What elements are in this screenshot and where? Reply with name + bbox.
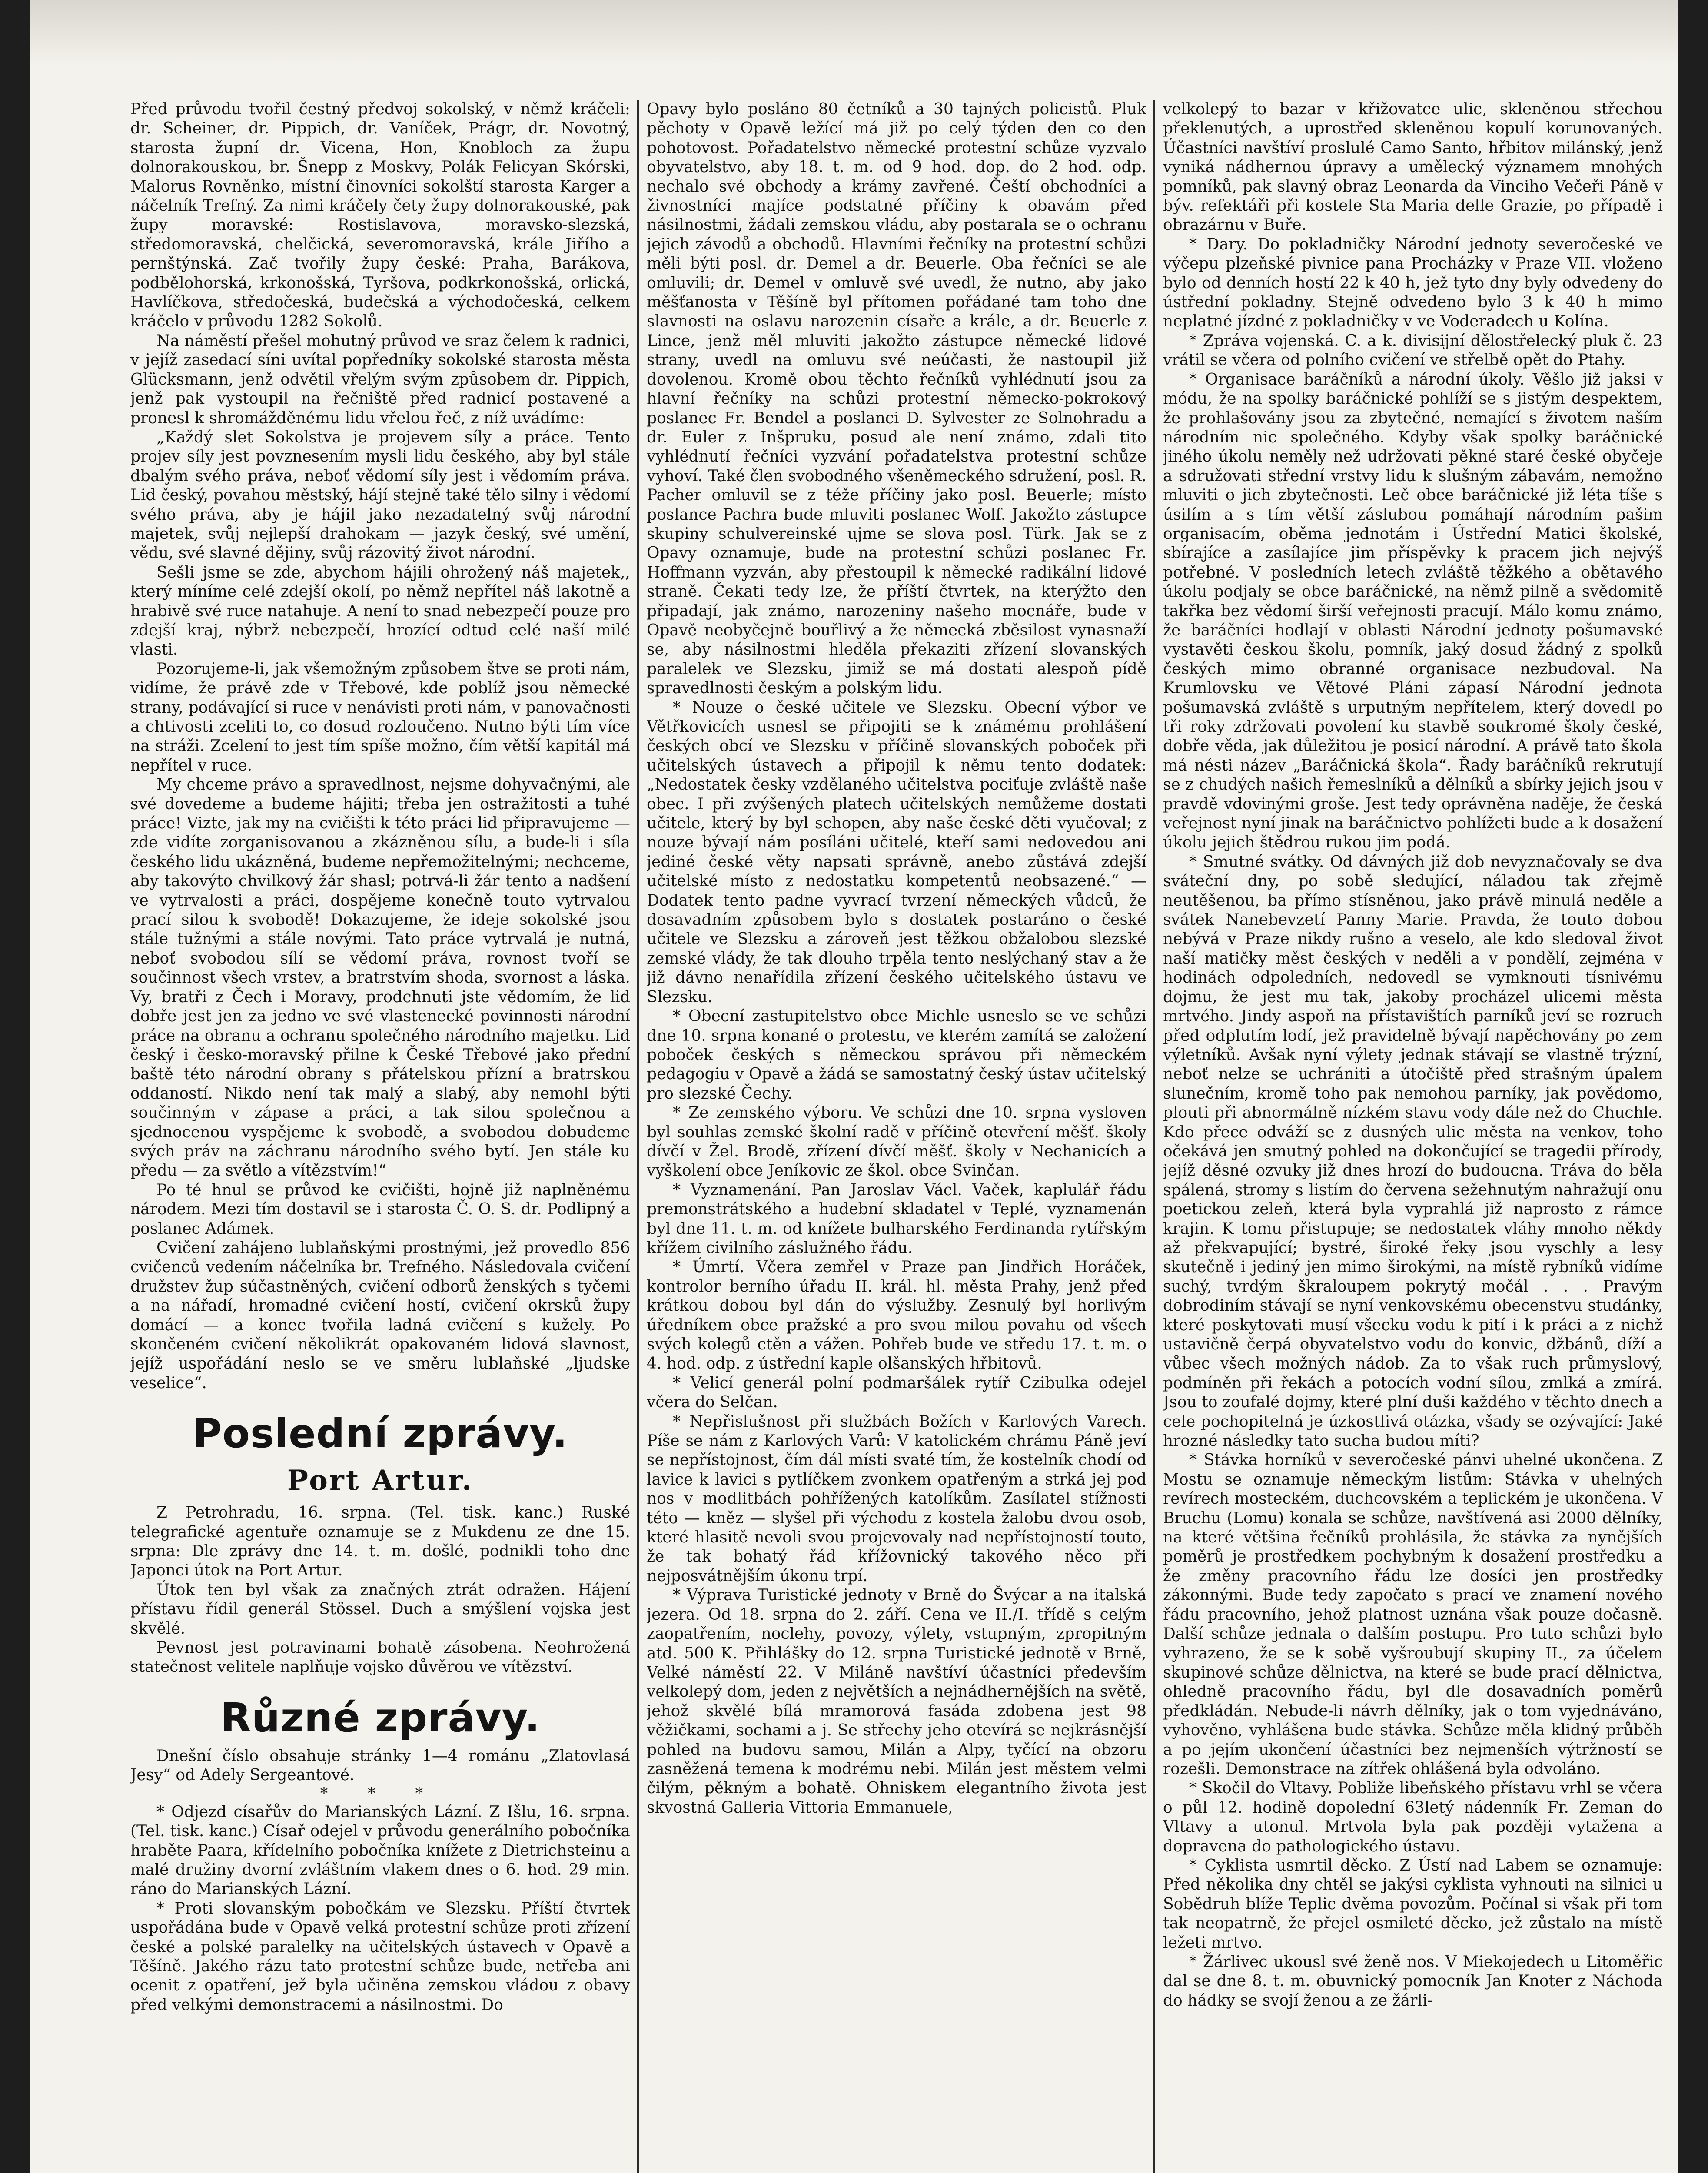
news-item: * Žárlivec ukousl své ženě nos. V Miekojedech u Litoměřic dal se dne 8. t. m. obuvnický pomocník Jan Knoter z Náchoda do hádky se svojí ženou a ze žárli- <box>1163 1953 1663 2010</box>
article-paragraph: Po té hnul se průvod ke cvičišti, hojně již naplněnému národem. Mezi tím dostavil se i starosta Č. O. S. dr. Podlipný a poslanec Adámek. <box>130 1181 630 1238</box>
news-item: * Obecní zastupitelstvo obce Michle usneslo se ve schůzi dne 10. srpna konané o protestu, ve kterém zamítá se založení poboček českých s německou správou při německém pedagogiu v Opavě a žádá se samostatný český ústav učitelský pro slezské Čechy. <box>647 1007 1146 1103</box>
news-item: velkolepý to bazar v křižovatce ulic, skleněnou střechou překlenutých, a uprostřed skleněnou kopulí korunovaných. Účastníci navštíví proslulé Camo Santo, hřbitov milánský, jenž vyniká nádhernou úpravy a umělecký významem mnohých pomníků, pak slavný obraz Leonarda da Vinciho Večeři Páně v býv. refektáři při kostele Sta Maria delle Grazie, po případě i obrazárnu v Buře. <box>1163 100 1663 234</box>
news-item: * Velicí generál polní podmaršálek rytíř Czibulka odejel včera do Selčan. <box>647 1374 1146 1412</box>
news-paragraph: Pevnost jest potravinami bohatě zásobena. Neohrožená statečnost velitele naplňuje vojsko důvěrou ve vítězství. <box>130 1639 630 1676</box>
column-3 <box>1163 100 1663 2173</box>
news-item: * Smutné svátky. Od dávných již dob nevyznačovaly se dva sváteční dny, po sobě sledující, náladou tak zřejmě neutěšenou, ba přímo stísněnou, jako právě minulá neděle a svátek Nanebevzetí Panny Marie. Pravda, že touto dobou nebývá v Praze nikdy rušno a veselo, ale kdo sledoval život naší matičky měst českých v neděli a v pondělí, zejména v hodinách odpoledních, nedovedl se vymknouti tísnivému dojmu, že jest mu tak, jakoby procházel ulicemi města mrtvého. Jindy aspoň na přístavištích parníků jeví se rozruch před odplutím lodí, jež pravidelně bývají napěchovány po zem výletníků. Avšak nyní výlety jednak stávají se vlastně trýzní, neboť nelze se uchrániti a útočiště před strašným úpalem slunečním, kromě toho pak nemohou parníky, jak povědomo, plouti při abnormálně nízkém stavu vody dále než do Chuchle. Kdo přece odváží se z dusných ulic města na venkov, toho očekává jen smutný pohled na dokončující se tragedii přírody, jejíž děsné ozvuky již dnes hrozí do budoucna. Tráva do běla spálená, stromy s listím do červena sežehnutým nahražují onu poetickou zeleň, která byla vyprahlá již naprosto z rámce krajin. K tomu přistupuje; se nedostatek vláhy mnoho někdy až překvapující; bystré, široké řeky jsou vyschly a lesy skutečně i jediný jen mimo širokými, na místě rybníků vidíme suchý, tvrdým škraloupem pokrytý močál . . . Pravým dobrodiním stávají se nyní venkovskému obecenstvu studánky, které poskytovati musí všecku vodu k pití i k práci a z nichž ustavičně čerpá obyvatelstvo vodu do konvic, džbánů, díží a vůbec všech možných nádob. Za to však ruch průmyslový, podmíněn při řekách a potocích vodní sílou, zmlká a zmírá. Jsou to zoufalé dojmy, které plní duši každého v těchto dnech a cele pochopitelná je úzkostlivá otázka, všady se ozývající: Jaké hrozné následky tato sucha budou míti? <box>1163 853 1663 1450</box>
news-item: * Cyklista usmrtil děcko. Z Ústí nad Labem se oznamuje: Před několika dny chtěl se jakýsi cyklista vyhnouti na silnici u Sobědruh blíže Teplic dvěma povozům. Počínal si však při tom tak neopatrně, že přejel osmileté děcko, jež zůstalo na místě ležeti mrtvo. <box>1163 1856 1663 1952</box>
news-item: * Organisace baráčníků a národní úkoly. Věšlo již jaksi v módu, že na spolky baráčnické pohlíží se s jistým despektem, že prohlašovány jsou za zbytečné, nemající s životem naším národním nic společného. Kdyby však spolky baráčnické jiného úkolu neměly než udržovati pěkné staré české obyčeje a sdružovati střední vrstvy lidu k slušným zábavám, nemožno mluviti o jich zbytečnosti. Leč obce baráčnické již léta tíše s úsilím a s tím větší záslubou pomáhají národním pašim organisacím, oběma jednotám i Ústřední Matici školské, sbírajíce a zasílajíce jim příspěvky k pracem jich nejvýš potřebné. V posledních letech zvláště těžkého a obětavého úkolu podjaly se obce baráčnické, na němž pilně a svědomitě takřka bez vědomí širší veřejnosti pracují. Málo komu známo, že baráčníci hodlají v oblasti Národní jednoty pošumavské vystavěti českou školu, pomník, jaký dosud žádný z spolků českých mimo obranné organisace nezbudoval. Na Krumlovsku ve Větové Pláni zápasí Národní jednota pošumavská zvláště s urputným nepřítelem, který dovedl po tři roky zdržovati povolení ku stavbě soukromé školy české, dobře věda, jak důležitou je posicí národní. A právě tato škola má nésti název „Baráčnická škola“. Řady baráčníků rekrutují se z chudých našich řemeslníků a dělníků a sbírky jejich jsou v pravdě vdovinými groše. Jest tedy oprávněna naděje, že česká veřejnost nyní jinak na baráčnictvo pohlížeti bude a k dosažení úkolu jejich štědrou rukou jim podá. <box>1163 370 1663 852</box>
news-item: * Zpráva vojenská. C. a k. divisijní dělostřelecký pluk č. 23 vrátil se včera od polního cvičení ve střelbě opět do Ptahy. <box>1163 332 1663 369</box>
news-item: * Ze zemského výboru. Ve schůzi dne 10. srpna vysloven byl souhlas zemské školní radě v příčině otevření měšť. školy dívčí v Žel. Brodě, zřízení dívčí měšť. školy v Nechanicích a vyškolení obce Jeníkovic ze škol. obce Svinčan. <box>647 1104 1146 1180</box>
heading-misc-news: Různé zprávy. <box>220 1694 541 1741</box>
news-item: * Odjezd císařův do Marianských Lázní. Z Išlu, 16. srpna. (Tel. tisk. kanc.) Císař odejel v průvodu generálního pobočníka hraběte Paara, křídelního pobočníka knížete z Dietrichsteinu a malé družiny dvorní zvláštním vlakem dnes o 6. hod. 29 min. ráno do Marianských Lázní. <box>130 1803 630 1898</box>
article-paragraph: Před průvodu tvořil čestný předvoj sokolský, v němž kráčeli: dr. Scheiner, dr. Pippich, dr. Vaníček, Prágr, dr. Novotný, starosta župní dr. Vicena, Hon, Knobloch za župu dolnorakouskou, br. Šnepp z Moskvy, Polák Felicyan Skórski, Malorus Rovněnko, místní činovníci sokolští starosta Karger a náčelník Trefný. Za nimi kráčely čety župy dolnorakouské, pak župy moravské: Rostislavova, moravsko-slezská, středomoravská, chelčická, severomoravská, krále Jiřího a pernštýnská. Zač tvořily župy české: Praha, Barákova, podbělohorská, krkonošská, Tyršova, podkrkonošská, orlická, Havlíčkova, středočeská, budečská a východočeská, celkem kráčelo v průvodu 1282 Sokolů. <box>130 100 630 331</box>
heading-latest-news: Poslední zprávy. <box>193 1410 568 1457</box>
news-item: * Úmrtí. Včera zemřel v Praze pan Jindřich Horáček, kontrolor berního úřadu II. král. hl. města Prahy, jenž před krátkou dobou byl dán do výslužby. Zesnulý byl horlivým úředníkem obce pražské a pro svou milou povahu od všech svých kolegů ctěn a vážen. Pohřeb bude ve středu 17. t. m. o 4. hod. odp. z ústřední kaple olšanských hřbitovů. <box>647 1258 1146 1373</box>
article-paragraph: Na náměstí přešel mohutný průvod ve sraz čelem k radnici, v jejíž zasedací síni uvítal popředníky sokolské starosta města Glücksmann, jenž odvětil vřelým svým způsobem dr. Pippich, jenž pak vystoupil na řečniště před radnicí postavené a pronesl k shromážděnému lidu vřelou řeč, z níž uvádíme: <box>130 332 630 427</box>
column-rule-2 <box>1153 100 1155 2173</box>
article-paragraph: „Každý slet Sokolstva je projevem síly a práce. Tento projev síly jest povznesením mysli lidu českého, aby byl stále dbalým svého práva, neboť vědomí síly jest i vědomím práva. Lid český, povahou městský, hájí stejně také tělo silny i vědomí svého práva, aby je hájil jako nezadatelný svůj národní majetek, svůj nejlepší drahokam — jazyk český, své umění, vědu, své slavné dějiny, svůj rázovitý život národní. <box>130 428 630 562</box>
subheading-port-artur: Port Artur. <box>287 1464 474 1497</box>
news-paragraph: Útok ten byl však za značných ztrát odražen. Hájení přístavu řídil generál Stössel. Duch a smýšlení vojska jest skvělé. <box>130 1581 630 1638</box>
misc-intro: Dnešní číslo obsahuje stránky 1—4 románu „Zlatovlasá Jesy“ od Adely Sergeantové. <box>130 1747 630 1784</box>
article-paragraph: Sešli jsme se zde, abychom hájili ohrožený náš majetek,, který míníme celé zdejší okolí, po němž nepřítel náš lakotně a hrabivě své ruce natahuje. A není to snad nebezpečí pouze pro zdejší kraj, nýbrž nebezpečí, hrozící odtud celé naší milé vlasti. <box>130 563 630 659</box>
news-item: * Dary. Do pokladničky Národní jednoty severočeské ve výčepu plzeňské pivnice pana Procházky v Praze VII. vloženo bylo od denních hostí 22 k 40 h, jež tyto dny byly odvedeny do ústřední pokladny. Stejně odvedeno bylo 3 k 40 h mimo neplatné jízdné z pokladničky v ve Voderadech u Kolína. <box>1163 235 1663 331</box>
column-1 <box>130 100 630 2173</box>
column-2 <box>647 100 1146 2173</box>
scan-right-edge <box>1678 0 1708 2173</box>
scan-top-shadow <box>0 0 1708 65</box>
news-item: * Výprava Turistické jednoty v Brně do Švýcar a na italská jezera. Od 18. srpna do 2. září. Cena ve II./I. třídě s celým zaopatřením, noclehy, povozy, výlety, vstupným, zpropitným atd. 500 K. Přihlášky do 12. srpna Turistické jednotě v Brně, Velké náměstí 22. V Miláně navštíví účastníci především velkolepý dom, jeden z největších a nejnádhernějších na světě, jehož skvělé bílá mramorová fasáda zdobena jest 98 věžičkami, sochami a j. Se střechy jeho otevírá se nejkrásnější pohled na budovu samou, Milán a Alpy, tyčící na obzoru zasněžená temena k modrému nebi. Milán jest městem velmi čilým, pěkným a bohatě. Ohniskem elegantního života jest skvostná Galleria Vittoria Emmanuele, <box>647 1586 1146 1817</box>
news-item: * Stávka horníků v severočeské pánvi uhelné ukončena. Z Mostu se oznamuje německým listům: Stávka v uhelných revírech mosteckém, duchcovském a teplickém je ukončena. V Bruchu (Lomu) konala se schůze, navštívená asi 2000 dělníky, na které většina řečníků prohlásila, že stávka za nynějších poměrů je prostředkem pochybným k dosažení prostředku a že změny pracovního řádu lze dosíci jen prostředky zákonnými. Bude tedy započato s prací ve znamení nového řádu pracovního, jehož platnost uznána však pouze dočasně. Další schůze jednala o dalším postupu. Pro tuto schůzi bylo vyhrazeno, že se k sobě vyšroubují skupiny II., za účelem skupinové schůze dělnictva, na které se bude prací dělnictva, ohledně pracovního řádu, byl dle dosavadních poměrů předkládán. Nebude-li návrh dělníky, jak o tom vyjednáváno, vyhověno, vyhlášena bude stávka. Schůze měla klidný průběh a po jejím ukončení účastníci bez nejmenších výtržností se rozešli. Demonstrace na zítřek ohlášená byla odvoláno. <box>1163 1451 1663 1778</box>
column-rule-1 <box>637 100 639 2173</box>
article-paragraph: Cvičení zahájeno lublaňskými prostnými, jež provedlo 856 cvičenců vedením náčelníka br. Trefného. Následovala cvičení družstev žup súčastněných, cvičení odborů ženských s tyčemi a na nářadí, hromadné cvičení hostí, cvičení okrsků župy domácí — a konec tvořila ladná cvičení s kužely. Po skončeném cvičení několikrát opakovaném lidová slavnost, jejíž uspořádání neslo se ve směru lublaňské „ljudske veselice“. <box>130 1239 630 1392</box>
news-item: * Proti slovanským pobočkám ve Slezsku. Příští čtvrtek uspořádána bude v Opavě velká protestní schůze proti zřízení české a polské paralelky na učitelských ústavech v Opavě a Těšíně. Jakého rázu tato protestní schůze bude, netřeba ani ocenit z opatření, jež byla učiněna zemskou vládou z obavy před velkými demonstracemi a násilnostmi. Do <box>130 1899 630 2014</box>
news-item: * Vyznamenání. Pan Jaroslav Václ. Vaček, kaplulář řádu premonstrátského a hudební skladatel v Teplé, vyznamenán byl dne 11. t. m. od knížete bulharského Ferdinanda rytířským křížem civilního záslužného řádu. <box>647 1181 1146 1257</box>
news-item: * Nepřislušnost při službách Božích v Karlových Varech. Píše se nám z Karlových Varů: V katolickém chrámu Páně jeví se nepřístojnost, čím dál místi svaté tím, že kostelník chodí od lavice k lavici s pytlíčkem zvonkem opatřeným a strká jej pod nos v modlitbách pohřížených katolíkům. Zasílatel stížnosti této — kněz — slyšel při východu z kostela žalobu dvou osob, které hlasitě nevoli svou projevovaly nad nepřístojností touto, že tak bohatý řád křížovnický takového něco při nejposvátnějším úkonu trpí. <box>647 1412 1146 1585</box>
news-item: * Nouze o české učitele ve Slezsku. Obecní výbor ve Větřkovicích usnesl se připojiti se k známému prohlášení českých obcí ve Slezsku v příčině slovanských poboček při učitelských ústavech a připojil k němu tento dodatek: „Nedostatek česky vzdělaného učitelstva pociťuje zvláště naše obec. I při zvýšených platech učitelských nemůžeme dostati učitele, který by byl schopen, aby naše české děti vyučoval; z nouze bývají nám posíláni učitelé, kteří sami nedovedou ani jediné české věty napsati správně, anebo zůstává zdejší učitelské místo z nedostatku kompetentů neobsazené.“ — Dodatek tento padne vyvrací tvrzení německých vůdců, že dosavadním způsobem bylo s dostatek postaráno o české učitele ve Slezsku a zároveň jest těžkou obžalobou slezské zemské vlády, že tak dlouho trpěla tento neslýchaný stav a že již dávno nenařídila zřízení českého učitelského ústavu ve Slezsku. <box>647 698 1146 1006</box>
article-paragraph: My chceme právo a spravedlnost, nejsme dohyvačnými, ale své dovedeme a budeme hájiti; třeba jen ostražitosti a tuhé práce! Vizte, jak my na cvičišti k této práci lid připravujeme — zde vidíte zorganisovanou a zkázněnou sílu, a bude-li i síla českého lidu ukázněná, budeme nepřemožitelnými; nechceme, aby takovýto chvilkový žár shasl; potrvá-li žár tento a nadšení ve vytrvalosti a práci, dospějeme konečně touto vytrvalou prací silou k svobodě! Dokazujeme, že ideje sokolské jsou stále tužnými a stále novými. Tato práce vytrvalá je nutná, neboť svobodou sílí se vědomí práva, rovnost tvoří se součinnost všech vrstev, a bratrstvím shoda, svornost a láska. Vy, bratři z Čech i Moravy, prodchnuti jste vědomím, že lid dobře jest jen za jedno ve své vlastenecké povinnosti národní práce na obranu a ochranu společného národního majetku. Lid český i česko-moravský přilne k České Třebové jako přední baště této národní obrany s přátelskou přízní a bratrskou oddaností. Nikdo není tak malý a slabý, aby nemohl býti součinným v zápase a práci, a tak silou společnou a sjednocenou vyspějeme k svobodě, a svobodou dobudeme svých práv na záchranu národního svého bytí. Jen stále ku předu — za světlo a vítězstvím!“ <box>130 776 630 1180</box>
article-paragraph: Pozorujeme-li, jak všemožným způsobem štve se proti nám, vidíme, že právě zde v Třebové, kde poblíž jsou německé strany, podávající si ruce v nenávisti proti nám, v panovačnosti a chtivosti zceliti to, co dosud rozloučeno. Nutno býti tím více na stráži. Zcelení to jest tím spíše možno, čím větší kapitál má nepřítel v ruce. <box>130 660 630 774</box>
news-item: Opavy bylo posláno 80 četníků a 30 tajných policistů. Pluk pěchoty v Opavě ležící má již po celý týden den co den pohotovost. Pořadatelstvo německé protestní schůze vyzvalo obyvatelstvo, aby 18. t. m. od 9 hod. dop. do 2 hod. odp. nechalo své obchody a krámy zavřené. Čeští obchodníci a živnostníci majíce podstatné příčiny k obavám před násilnostmi, žádali zemskou vládu, aby postarala se o ochranu jejich závodů a obchodů. Hlavními řečníky na protestní schůzi měli býti posl. dr. Demel a dr. Beuerle. Oba řečníci se ale omluvili; dr. Demel v omluvě své uvedl, že nutno, aby jako měšťanosta v Těšíně byl přítomen pořádané tam toho dne slavnosti na oslavu narozenin císaře a krále, a dr. Beuerle z Lince, jenž měl mluviti jakožto zástupce německé lidové strany, uvedl na omluvu své neúčasti, že nastoupil již dovolenou. Kromě obou těchto řečníků vyhlédnutí jsou za hlavní řečníky na schůzi protestní německo-pokrokový poslanec Fr. Bendel a poslanci D. Sylvester ze Solnohradu a dr. Euler z Inšpruku, posud ale není známo, zdali tito vyhlédnutí řečníci vyzvání pořadatelstva protestní schůze vyhoví. Také člen svobodného všeněmeckého sdružení, posl. R. Pacher omluvil se z téže příčiny jako posl. Beuerle; místo poslance Pachra bude mluviti poslanec Wolf. Jakožto zástupce skupiny schulvereinské ujme se slova posl. Türk. Jak se z Opavy oznamuje, bude na protestní schůzi poslanec Fr. Hoffmann vyzván, aby přestoupil k německé radikální lidové straně. Čekati tedy lze, že příští čtvrtek, na kterýžto den připadají, jak známo, narozeniny našeho mocnáře, bude v Opavě neobyčejně bouřlivý a že německá zběsilost vynasnaží se, aby násilnostmi hleděla překaziti zřízení slovanských paralelek ve Slezsku, jimiž se má dostati alespoň pídě spravedlnosti českým a polským lidu. <box>647 100 1146 698</box>
news-paragraph: Z Petrohradu, 16. srpna. (Tel. tisk. kanc.) Ruské telegrafické agentuře oznamuje se z Mukdenu ze dne 15. srpna: Dle zprávy dne 14. t. m. došlé, podnikli toho dne Japonci útok na Port Artur. <box>130 1504 630 1580</box>
scan-left-edge <box>0 0 30 2173</box>
news-item: * Skočil do Vltavy. Pobliže libeňského přístavu vrhl se včera o půl 12. hodině dopolední 63letý nádenník Fr. Zeman do Vltavy a utonul. Mrtvola byla pak později vytažena a dopravena do pathologického ústavu. <box>1163 1779 1663 1855</box>
section-stars: * * * <box>320 1784 441 1803</box>
